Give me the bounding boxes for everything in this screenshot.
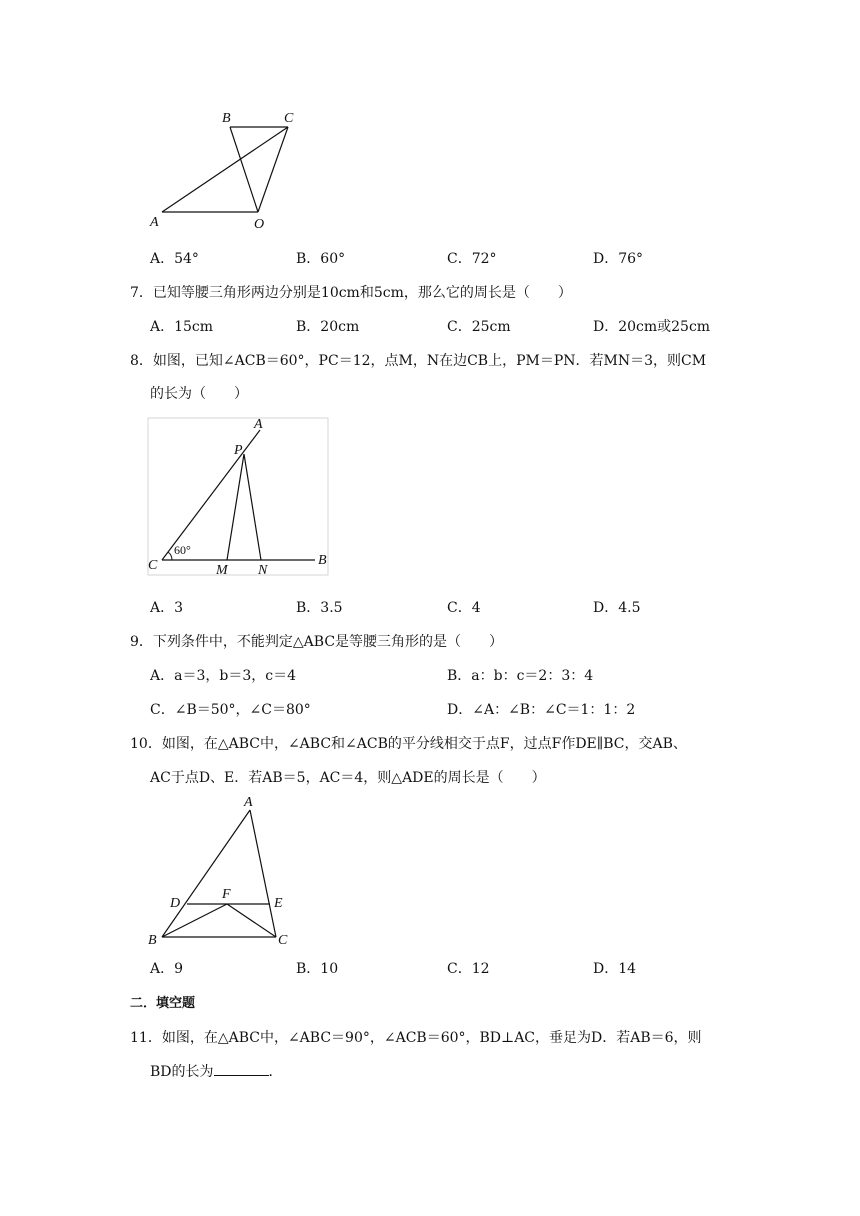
q10-side-ab — [162, 810, 250, 937]
q10-label-e: E — [274, 896, 283, 911]
q11-stem-line2 — [150, 1061, 283, 1081]
q9-option-d[interactable]: D．∠A：∠B：∠C＝1：1：2 — [447, 702, 636, 718]
q8-label-b: B — [318, 553, 327, 568]
q8-option-c[interactable]: C．4 — [447, 600, 481, 616]
q6-option-c[interactable]: C．72° — [447, 251, 497, 267]
q8-ray-ca — [162, 430, 260, 560]
q6-segment-co — [258, 127, 288, 212]
q6-option-a[interactable]: A．54° — [150, 251, 199, 267]
q7-option-a[interactable]: A．15cm — [150, 319, 214, 335]
q8-angle-arc — [168, 552, 172, 560]
q10-figure — [140, 790, 305, 950]
section-heading-fill-in: 二．填空题 — [130, 996, 196, 1011]
q7-stem: 7．已知等腰三角形两边分别是10cm和5cm，那么它的周长是（ ） — [130, 285, 572, 301]
q8-label-m: M — [216, 563, 228, 578]
q9-option-c[interactable]: C．∠B＝50°，∠C＝80° — [150, 702, 311, 718]
q10-option-a[interactable]: A．9 — [150, 961, 184, 977]
q7-option-b[interactable]: B．20cm — [296, 319, 360, 335]
q11-stem-prefix: BD的长为 — [150, 1064, 214, 1080]
q8-segment-pn — [244, 454, 261, 560]
q10-stem-line1: 10．如图，在△ABC中，∠ABC和∠ACB的平分线相交于点F，过点F作DE∥BC，交AB、 — [130, 736, 687, 752]
q10-segment-cf — [227, 904, 276, 937]
q6-segment-ac — [162, 127, 288, 212]
q10-option-d[interactable]: D．14 — [593, 961, 637, 977]
q10-stem-line2: AC于点D、E．若AB＝5，AC＝4，则△ADE的周长是（ ） — [150, 770, 546, 786]
q8-figure — [140, 412, 335, 582]
q10-label-b: B — [148, 933, 157, 948]
q8-label-n: N — [258, 563, 268, 578]
q11-stem-line1: 11．如图，在△ABC中，∠ABC＝90°，∠ACB＝60°，BD⊥AC，垂足为D．若AB＝6，则 — [130, 1030, 702, 1046]
q6-label-o: O — [254, 217, 265, 232]
q10-label-a: A — [244, 795, 253, 810]
q10-option-b[interactable]: B．10 — [296, 961, 339, 977]
q10-label-d: D — [170, 896, 181, 911]
q8-option-b[interactable]: B．3.5 — [296, 600, 343, 616]
q10-label-c: C — [278, 933, 288, 948]
q8-option-a[interactable]: A．3 — [150, 600, 184, 616]
q10-side-ac — [250, 810, 276, 937]
q10-option-c[interactable]: C．12 — [447, 961, 490, 977]
q10-label-f: F — [222, 887, 231, 902]
q7-option-c[interactable]: C．25cm — [447, 319, 511, 335]
q9-stem: 9．下列条件中，不能判定△ABC是等腰三角形的是（ ） — [130, 634, 504, 650]
q6-label-a: A — [150, 215, 159, 230]
q8-stem-line1: 8．如图，已知∠ACB＝60°，PC＝12，点M，N在边CB上，PM＝PN．若MN＝3，则CM — [130, 353, 707, 369]
q8-label-c: C — [148, 558, 158, 573]
q6-label-c: C — [284, 111, 294, 126]
q8-label-a: A — [254, 417, 263, 432]
q8-label-p: P — [234, 443, 243, 458]
q9-option-b[interactable]: B．a：b：c＝2：3：4 — [447, 668, 594, 684]
q6-label-b: B — [222, 111, 231, 126]
q8-angle-label: 60° — [174, 543, 191, 557]
q9-option-a[interactable]: A．a＝3，b＝3，c＝4 — [150, 668, 296, 684]
q6-option-d[interactable]: D．76° — [593, 251, 644, 267]
q11-stem-suffix: ． — [268, 1064, 283, 1080]
q7-option-d[interactable]: D．20cm或25cm — [593, 319, 711, 335]
q6-figure — [140, 100, 310, 235]
q8-option-d[interactable]: D．4.5 — [593, 600, 641, 616]
q8-stem-line2: 的长为（ ） — [150, 386, 248, 402]
q6-segment-bo — [230, 127, 258, 212]
q6-option-b[interactable]: B．60° — [296, 251, 346, 267]
q11-answer-blank[interactable] — [214, 1061, 269, 1076]
